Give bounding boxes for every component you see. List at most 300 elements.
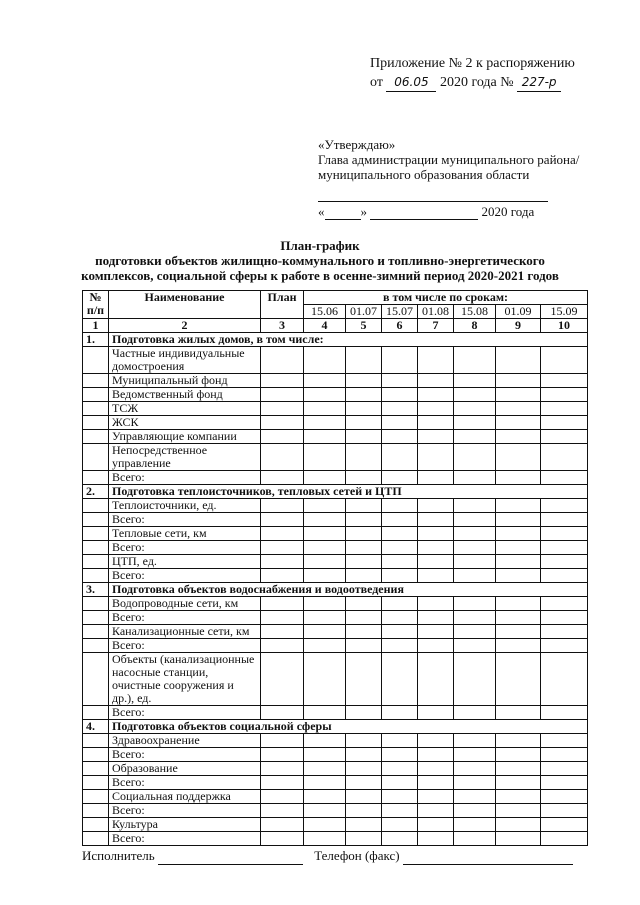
value-cell bbox=[261, 832, 304, 846]
value-cell bbox=[418, 597, 454, 611]
row-number-cell bbox=[83, 734, 109, 748]
value-cell bbox=[418, 734, 454, 748]
row-number-cell bbox=[83, 625, 109, 639]
value-cell bbox=[541, 471, 588, 485]
approve-position-2: муниципального образования области bbox=[318, 167, 530, 182]
row-number-cell bbox=[83, 762, 109, 776]
value-cell bbox=[454, 513, 496, 527]
value-cell bbox=[304, 804, 346, 818]
row-number-cell bbox=[83, 776, 109, 790]
value-cell bbox=[496, 555, 541, 569]
table-row bbox=[83, 639, 588, 653]
value-cell bbox=[541, 832, 588, 846]
value-cell bbox=[382, 653, 418, 706]
value-cell bbox=[454, 790, 496, 804]
value-cell bbox=[261, 444, 304, 471]
column-number: 2 bbox=[109, 319, 261, 333]
table-row bbox=[83, 541, 588, 555]
row-label: Всего: bbox=[109, 471, 261, 485]
value-cell bbox=[304, 569, 346, 583]
value-cell bbox=[418, 653, 454, 706]
value-cell bbox=[541, 597, 588, 611]
value-cell bbox=[304, 388, 346, 402]
handwritten-number: 227-р bbox=[517, 73, 561, 92]
appendix-prefix: от bbox=[370, 75, 383, 90]
table-row bbox=[83, 499, 588, 513]
header-row bbox=[83, 291, 588, 305]
value-cell bbox=[454, 430, 496, 444]
section-row bbox=[83, 583, 588, 597]
value-cell bbox=[346, 611, 382, 625]
row-label: Всего: bbox=[109, 832, 261, 846]
value-cell bbox=[304, 653, 346, 706]
value-cell bbox=[304, 776, 346, 790]
value-cell bbox=[418, 776, 454, 790]
day-blank bbox=[325, 204, 361, 220]
value-cell bbox=[454, 541, 496, 555]
table-row bbox=[83, 776, 588, 790]
table-row bbox=[83, 471, 588, 485]
value-cell bbox=[454, 374, 496, 388]
header-date: 15.09 bbox=[541, 305, 588, 319]
value-cell bbox=[496, 832, 541, 846]
row-number-cell bbox=[83, 471, 109, 485]
value-cell bbox=[496, 762, 541, 776]
column-number: 10 bbox=[541, 319, 588, 333]
value-cell bbox=[454, 804, 496, 818]
value-cell bbox=[261, 804, 304, 818]
table-row bbox=[83, 597, 588, 611]
value-cell bbox=[382, 388, 418, 402]
executor-blank bbox=[158, 848, 303, 865]
value-cell bbox=[496, 818, 541, 832]
row-label: Объекты (канализационные насосные станции, очистные сооружения и др.), ед. bbox=[109, 653, 261, 706]
value-cell bbox=[382, 790, 418, 804]
header-num: № п/п bbox=[83, 291, 109, 319]
value-cell bbox=[382, 527, 418, 541]
value-cell bbox=[382, 374, 418, 388]
table-row bbox=[83, 748, 588, 762]
value-cell bbox=[261, 388, 304, 402]
row-label: Всего: bbox=[109, 776, 261, 790]
section-number: 3. bbox=[83, 583, 109, 597]
row-label: Всего: bbox=[109, 804, 261, 818]
section-row bbox=[83, 333, 588, 347]
value-cell bbox=[261, 818, 304, 832]
value-cell bbox=[261, 569, 304, 583]
document-title bbox=[0, 238, 640, 283]
row-label: ЦТП, ед. bbox=[109, 555, 261, 569]
value-cell bbox=[496, 513, 541, 527]
value-cell bbox=[382, 818, 418, 832]
value-cell bbox=[261, 402, 304, 416]
value-cell bbox=[304, 625, 346, 639]
value-cell bbox=[541, 734, 588, 748]
value-cell bbox=[418, 748, 454, 762]
appendix-title: Приложение № 2 к распоряжению bbox=[370, 56, 575, 71]
value-cell bbox=[346, 402, 382, 416]
value-cell bbox=[261, 513, 304, 527]
value-cell bbox=[454, 499, 496, 513]
header-date: 01.07 bbox=[346, 305, 382, 319]
value-cell bbox=[346, 471, 382, 485]
value-cell bbox=[346, 499, 382, 513]
row-label: Водопроводные сети, км bbox=[109, 597, 261, 611]
value-cell bbox=[382, 569, 418, 583]
value-cell bbox=[541, 499, 588, 513]
value-cell bbox=[382, 416, 418, 430]
column-number: 9 bbox=[496, 319, 541, 333]
value-cell bbox=[496, 527, 541, 541]
value-cell bbox=[418, 527, 454, 541]
row-number-cell bbox=[83, 444, 109, 471]
value-cell bbox=[261, 347, 304, 374]
value-cell bbox=[496, 402, 541, 416]
value-cell bbox=[382, 639, 418, 653]
header-date: 15.08 bbox=[454, 305, 496, 319]
row-label: Всего: bbox=[109, 513, 261, 527]
value-cell bbox=[418, 639, 454, 653]
row-number-cell bbox=[83, 804, 109, 818]
table-row bbox=[83, 430, 588, 444]
value-cell bbox=[418, 832, 454, 846]
value-cell bbox=[346, 625, 382, 639]
value-cell bbox=[496, 776, 541, 790]
row-number-cell bbox=[83, 639, 109, 653]
row-number-cell bbox=[83, 402, 109, 416]
value-cell bbox=[304, 541, 346, 555]
value-cell bbox=[261, 597, 304, 611]
column-number: 7 bbox=[418, 319, 454, 333]
value-cell bbox=[304, 499, 346, 513]
value-cell bbox=[261, 499, 304, 513]
value-cell bbox=[541, 569, 588, 583]
table-row bbox=[83, 569, 588, 583]
value-cell bbox=[382, 804, 418, 818]
value-cell bbox=[541, 541, 588, 555]
value-cell bbox=[541, 430, 588, 444]
row-label: Всего: bbox=[109, 639, 261, 653]
value-cell bbox=[418, 706, 454, 720]
header-date: 15.07 bbox=[382, 305, 418, 319]
value-cell bbox=[496, 416, 541, 430]
header-date: 01.09 bbox=[496, 305, 541, 319]
value-cell bbox=[541, 818, 588, 832]
row-number-cell bbox=[83, 569, 109, 583]
table-row bbox=[83, 513, 588, 527]
value-cell bbox=[304, 790, 346, 804]
value-cell bbox=[454, 444, 496, 471]
value-cell bbox=[304, 818, 346, 832]
table-row bbox=[83, 790, 588, 804]
value-cell bbox=[382, 555, 418, 569]
value-cell bbox=[418, 513, 454, 527]
table-row bbox=[83, 804, 588, 818]
table-row bbox=[83, 706, 588, 720]
value-cell bbox=[496, 611, 541, 625]
value-cell bbox=[454, 416, 496, 430]
header-date: 15.06 bbox=[304, 305, 346, 319]
value-cell bbox=[382, 734, 418, 748]
value-cell bbox=[496, 541, 541, 555]
title-line-1: План-график bbox=[280, 238, 360, 253]
title-line-2: подготовки объектов жилищно-коммунального и топливно-энергетического bbox=[95, 253, 545, 268]
section-number: 1. bbox=[83, 333, 109, 347]
value-cell bbox=[304, 430, 346, 444]
value-cell bbox=[541, 555, 588, 569]
value-cell bbox=[496, 499, 541, 513]
value-cell bbox=[454, 748, 496, 762]
column-number: 3 bbox=[261, 319, 304, 333]
value-cell bbox=[382, 776, 418, 790]
date-open-quote: « bbox=[318, 204, 325, 219]
row-label: Культура bbox=[109, 818, 261, 832]
value-cell bbox=[261, 430, 304, 444]
value-cell bbox=[346, 374, 382, 388]
value-cell bbox=[346, 555, 382, 569]
row-label: Частные индивидуальные домостроения bbox=[109, 347, 261, 374]
value-cell bbox=[541, 347, 588, 374]
value-cell bbox=[382, 444, 418, 471]
value-cell bbox=[261, 762, 304, 776]
value-cell bbox=[304, 416, 346, 430]
section-number: 2. bbox=[83, 485, 109, 499]
value-cell bbox=[418, 430, 454, 444]
signature-line bbox=[318, 186, 548, 202]
value-cell bbox=[382, 402, 418, 416]
table-row bbox=[83, 653, 588, 706]
value-cell bbox=[418, 541, 454, 555]
value-cell bbox=[454, 653, 496, 706]
value-cell bbox=[261, 653, 304, 706]
value-cell bbox=[382, 748, 418, 762]
phone-label: Телефон (факс) bbox=[314, 848, 400, 863]
value-cell bbox=[261, 790, 304, 804]
value-cell bbox=[541, 388, 588, 402]
value-cell bbox=[541, 416, 588, 430]
row-label: Ведомственный фонд bbox=[109, 388, 261, 402]
row-number-cell bbox=[83, 706, 109, 720]
row-label: Теплоисточники, ед. bbox=[109, 499, 261, 513]
value-cell bbox=[382, 706, 418, 720]
value-cell bbox=[304, 762, 346, 776]
value-cell bbox=[382, 762, 418, 776]
value-cell bbox=[346, 347, 382, 374]
value-cell bbox=[261, 555, 304, 569]
month-blank bbox=[370, 204, 478, 220]
value-cell bbox=[261, 625, 304, 639]
value-cell bbox=[346, 653, 382, 706]
value-cell bbox=[261, 734, 304, 748]
value-cell bbox=[418, 499, 454, 513]
value-cell bbox=[304, 748, 346, 762]
value-cell bbox=[496, 388, 541, 402]
value-cell bbox=[454, 388, 496, 402]
table-row bbox=[83, 416, 588, 430]
value-cell bbox=[496, 444, 541, 471]
table-row bbox=[83, 374, 588, 388]
value-cell bbox=[261, 527, 304, 541]
value-cell bbox=[454, 471, 496, 485]
value-cell bbox=[261, 706, 304, 720]
value-cell bbox=[496, 471, 541, 485]
row-label: Всего: bbox=[109, 569, 261, 583]
value-cell bbox=[454, 597, 496, 611]
value-cell bbox=[541, 653, 588, 706]
value-cell bbox=[304, 611, 346, 625]
value-cell bbox=[346, 790, 382, 804]
value-cell bbox=[418, 402, 454, 416]
appendix-header bbox=[370, 55, 575, 92]
value-cell bbox=[304, 444, 346, 471]
row-label: Всего: bbox=[109, 748, 261, 762]
row-label: Здравоохранение bbox=[109, 734, 261, 748]
value-cell bbox=[541, 444, 588, 471]
table-row bbox=[83, 625, 588, 639]
appendix-year: 2020 года № bbox=[439, 75, 514, 90]
value-cell bbox=[382, 499, 418, 513]
table-row bbox=[83, 444, 588, 471]
value-cell bbox=[346, 541, 382, 555]
value-cell bbox=[541, 402, 588, 416]
value-cell bbox=[418, 611, 454, 625]
value-cell bbox=[418, 569, 454, 583]
row-number-cell bbox=[83, 611, 109, 625]
row-number-cell bbox=[83, 513, 109, 527]
value-cell bbox=[418, 444, 454, 471]
value-cell bbox=[346, 597, 382, 611]
row-label: Образование bbox=[109, 762, 261, 776]
value-cell bbox=[304, 527, 346, 541]
title-line-3: комплексов, социальной сферы к работе в осенне-зимний период 2020-2021 годов bbox=[81, 268, 559, 283]
value-cell bbox=[418, 804, 454, 818]
table-row bbox=[83, 347, 588, 374]
value-cell bbox=[454, 527, 496, 541]
value-cell bbox=[304, 832, 346, 846]
value-cell bbox=[346, 388, 382, 402]
section-title: Подготовка объектов водоснабжения и водоотведения bbox=[109, 583, 588, 597]
value-cell bbox=[454, 818, 496, 832]
row-number-cell bbox=[83, 818, 109, 832]
header-terms: в том числе по срокам: bbox=[304, 291, 588, 305]
value-cell bbox=[261, 611, 304, 625]
date-close-quote: » bbox=[360, 204, 367, 219]
value-cell bbox=[418, 471, 454, 485]
value-cell bbox=[346, 513, 382, 527]
value-cell bbox=[496, 734, 541, 748]
value-cell bbox=[382, 347, 418, 374]
value-cell bbox=[496, 804, 541, 818]
table-row bbox=[83, 402, 588, 416]
value-cell bbox=[304, 597, 346, 611]
value-cell bbox=[346, 818, 382, 832]
value-cell bbox=[454, 611, 496, 625]
value-cell bbox=[496, 790, 541, 804]
value-cell bbox=[541, 611, 588, 625]
value-cell bbox=[454, 706, 496, 720]
value-cell bbox=[496, 430, 541, 444]
value-cell bbox=[454, 625, 496, 639]
section-title: Подготовка объектов социальной сферы bbox=[109, 720, 588, 734]
value-cell bbox=[346, 832, 382, 846]
value-cell bbox=[382, 625, 418, 639]
section-number: 4. bbox=[83, 720, 109, 734]
row-label: ЖСК bbox=[109, 416, 261, 430]
value-cell bbox=[454, 639, 496, 653]
value-cell bbox=[304, 347, 346, 374]
approval-block bbox=[318, 137, 579, 220]
value-cell bbox=[496, 569, 541, 583]
value-cell bbox=[346, 762, 382, 776]
value-cell bbox=[261, 471, 304, 485]
value-cell bbox=[346, 734, 382, 748]
value-cell bbox=[261, 374, 304, 388]
value-cell bbox=[454, 762, 496, 776]
value-cell bbox=[304, 639, 346, 653]
table-row bbox=[83, 611, 588, 625]
approve-date-line bbox=[318, 204, 579, 220]
value-cell bbox=[346, 804, 382, 818]
value-cell bbox=[541, 762, 588, 776]
value-cell bbox=[418, 347, 454, 374]
value-cell bbox=[304, 555, 346, 569]
value-cell bbox=[541, 527, 588, 541]
column-number: 6 bbox=[382, 319, 418, 333]
value-cell bbox=[454, 832, 496, 846]
row-number-cell bbox=[83, 388, 109, 402]
column-numbers-row bbox=[83, 319, 588, 333]
handwritten-date: 06.05 bbox=[386, 73, 436, 92]
section-row bbox=[83, 485, 588, 499]
row-label: Канализационные сети, км bbox=[109, 625, 261, 639]
value-cell bbox=[382, 597, 418, 611]
value-cell bbox=[541, 625, 588, 639]
value-cell bbox=[454, 347, 496, 374]
row-label: Тепловые сети, км bbox=[109, 527, 261, 541]
value-cell bbox=[541, 374, 588, 388]
row-number-cell bbox=[83, 653, 109, 706]
section-title: Подготовка жилых домов, в том числе: bbox=[109, 333, 588, 347]
value-cell bbox=[418, 388, 454, 402]
value-cell bbox=[346, 416, 382, 430]
value-cell bbox=[346, 776, 382, 790]
value-cell bbox=[304, 374, 346, 388]
row-label: Непосредственное управление bbox=[109, 444, 261, 471]
section-title: Подготовка теплоисточников, тепловых сетей и ЦТП bbox=[109, 485, 588, 499]
executor-label: Исполнитель bbox=[82, 848, 155, 863]
row-number-cell bbox=[83, 430, 109, 444]
value-cell bbox=[346, 430, 382, 444]
value-cell bbox=[261, 541, 304, 555]
row-number-cell bbox=[83, 416, 109, 430]
row-label: Социальная поддержка bbox=[109, 790, 261, 804]
row-label: Муниципальный фонд bbox=[109, 374, 261, 388]
approve-year: 2020 года bbox=[481, 204, 535, 219]
footer bbox=[82, 848, 573, 865]
value-cell bbox=[418, 555, 454, 569]
value-cell bbox=[541, 748, 588, 762]
value-cell bbox=[496, 639, 541, 653]
row-number-cell bbox=[83, 748, 109, 762]
value-cell bbox=[382, 430, 418, 444]
value-cell bbox=[261, 776, 304, 790]
approve-quote: «Утверждаю» bbox=[318, 137, 396, 152]
value-cell bbox=[382, 611, 418, 625]
value-cell bbox=[541, 776, 588, 790]
row-label: Всего: bbox=[109, 541, 261, 555]
table-row bbox=[83, 388, 588, 402]
value-cell bbox=[454, 569, 496, 583]
